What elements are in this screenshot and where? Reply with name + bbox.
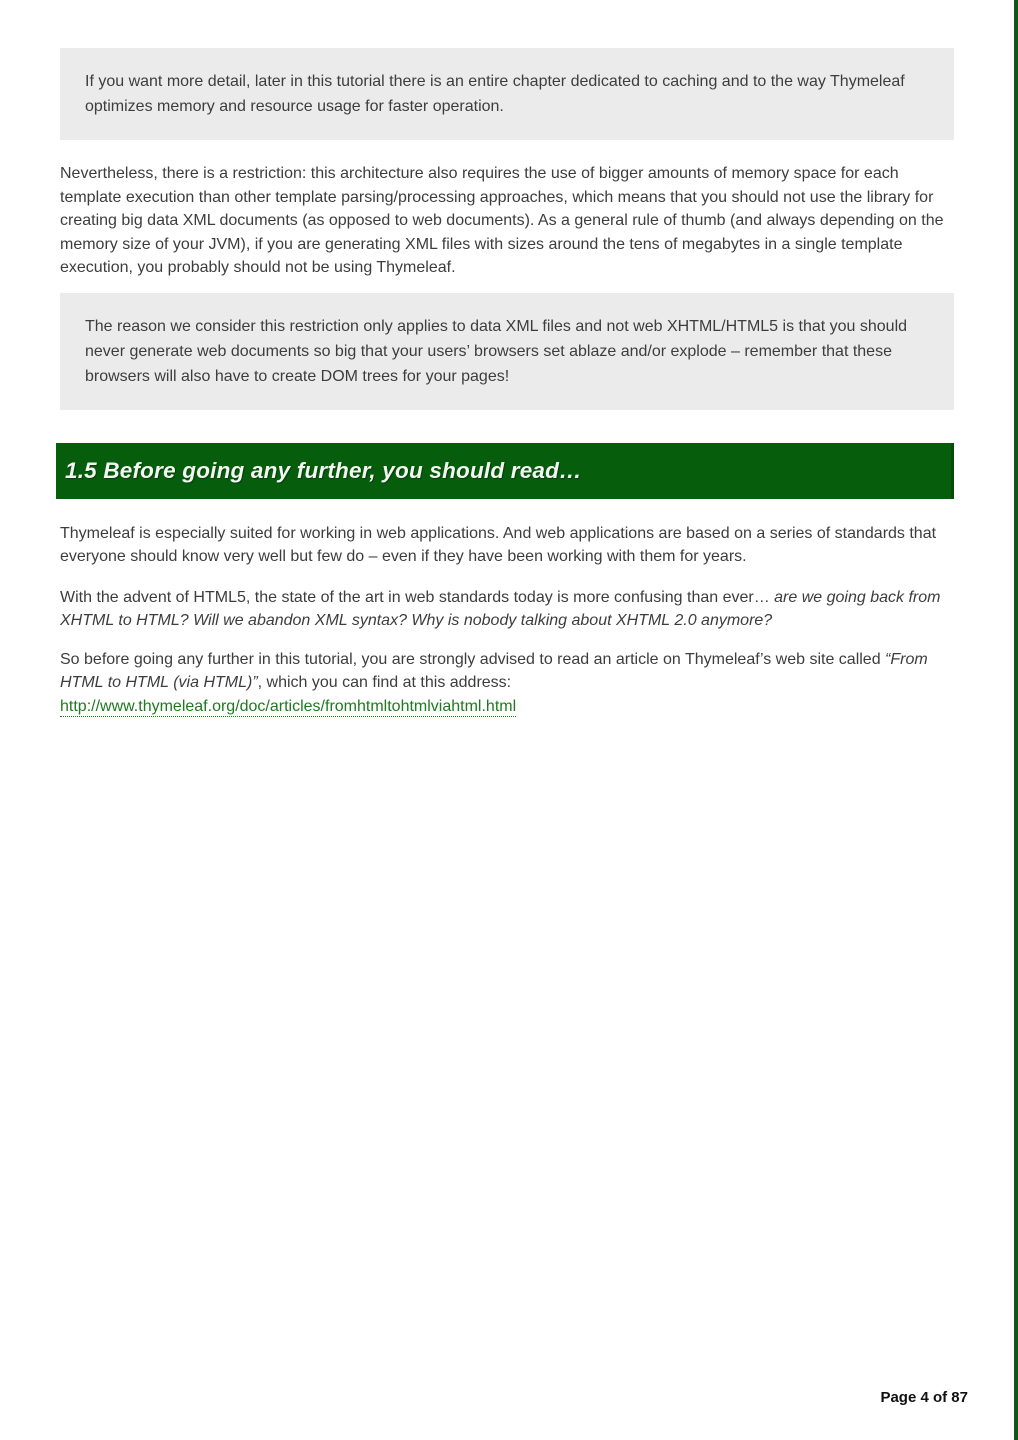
paragraph-restriction [60, 162, 954, 280]
paragraph-html5 [60, 586, 954, 633]
page-number [880, 1389, 968, 1406]
section-header-1-5 [56, 443, 954, 499]
callout-reason-text: The reason we consider this restriction only applies to data XML files and not web XHTML/HTML5 is that you should never generate web documents so big that your users’ browsers set ablaze and/or explode – remember that these browsers will also have to create DOM trees for your pages! [85, 317, 908, 385]
page-edge-bar [1014, 0, 1018, 1440]
paragraph-web-apps [60, 522, 954, 569]
paragraph-html5-regular: With the advent of HTML5, the state of the art in web standards today is more confusing than ever… [60, 588, 775, 606]
paragraph-restriction-text: Nevertheless, there is a restriction: this architecture also requires the use of bigger amounts of memory space for each template execution than other template parsing/processing approaches, which means that you should not use the library for creating big data XML documents (as opposed to web documents). As a general rule of thumb (and always depending on the memory size of your JVM), if you are generating XML files with sizes around the tens of megabytes in a single template execution, you probably should not be using Thymeleaf. [60, 165, 944, 276]
callout-caching-text: If you want more detail, later in this tutorial there is an entire chapter dedicated to caching and to the way Thymeleaf optimizes memory and resource usage for faster operation. [85, 73, 905, 115]
callout-reason-note [60, 293, 954, 410]
section-title: 1.5 Before going any further, you should read… [65, 457, 582, 483]
paragraph-article [60, 648, 954, 719]
paragraph-html5-italic: are we going back from XHTML to HTML? Will we abandon XML syntax? Why is nobody talking about XHTML 2.0 anymore? [60, 588, 941, 629]
paragraph-article-post: , which you can find at this address: [257, 674, 512, 691]
paragraph-article-quote: “From HTML to HTML (via HTML)” [60, 650, 928, 691]
callout-caching-note [60, 48, 954, 140]
paragraph-article-pre: So before going any further in this tutorial, you are strongly advised to read an article on Thymeleaf’s web site called [60, 650, 886, 668]
paragraph-web-apps-text: Thymeleaf is especially suited for working in web applications. And web applications are based on a series of standards that everyone should know very well but few do – even if they have been working with them for years. [60, 524, 937, 565]
page-content [60, 48, 954, 718]
page-number-text: Page 4 of 87 [880, 1389, 968, 1406]
thymeleaf-article-link[interactable]: http://www.thymeleaf.org/doc/articles/fromhtmltohtmlviahtml.html [60, 697, 517, 715]
